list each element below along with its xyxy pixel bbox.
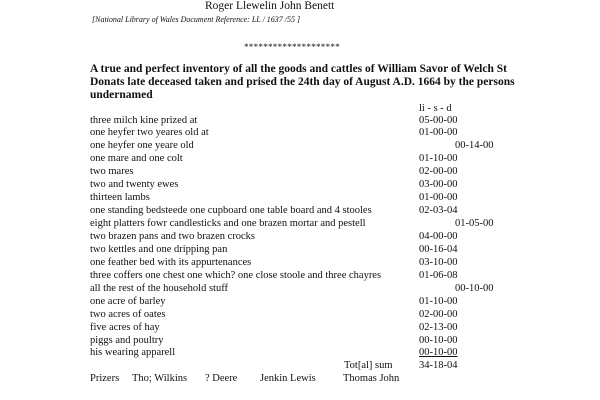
inventory-row [0, 140, 600, 152]
inventory-value: 01-00-00 [419, 192, 458, 203]
inventory-value: 02-13-00 [419, 322, 458, 333]
inventory-value: 04-00-00 [419, 231, 458, 242]
total-value: 34-18-04 [419, 360, 458, 371]
inventory-item: his wearing apparell [90, 347, 176, 358]
inventory-value: 01-10-00 [419, 296, 458, 307]
inventory-item: thirteen lambs [90, 192, 150, 203]
inventory-value: 01-06-08 [419, 270, 458, 281]
inventory-value: 01-05-00 [455, 218, 494, 229]
inventory-row [0, 231, 600, 243]
inventory-value: 02-03-04 [419, 205, 458, 216]
inventory-item: two mares [90, 166, 134, 177]
total-label: Tot[al] sum [344, 360, 393, 371]
inventory-item: three coffers one chest one which? one close stoole and three chayres [90, 270, 382, 281]
inventory-row [0, 179, 600, 191]
prizer-name: Jenkin Lewis [260, 373, 316, 384]
inventory-row [0, 205, 600, 217]
inventory-item: all the rest of the household stuff [90, 283, 229, 294]
separator-line: ******************** [244, 42, 340, 52]
inventory-item: two acres of oates [90, 309, 166, 320]
inventory-row [0, 244, 600, 256]
inventory-item: one standing bedsteede one cupboard one table board and 4 stooles [90, 205, 372, 216]
inventory-value: 03-00-00 [419, 179, 458, 190]
prizer-name: Thomas John [343, 373, 400, 384]
inventory-item: one feather bed with its appurtenances [90, 257, 252, 268]
author-name: Roger Llewelin John Benett [205, 0, 335, 12]
inventory-value: 01-10-00 [419, 153, 458, 164]
inventory-item: one acre of barley [90, 296, 166, 307]
inventory-value: 00-10-00 [419, 347, 458, 358]
inventory-value: 02-00-00 [419, 309, 458, 320]
currency-column-header: li - s - d [419, 103, 452, 114]
inventory-item: two brazen pans and two brazen crocks [90, 231, 256, 242]
inventory-value: 05-00-00 [419, 115, 458, 126]
inventory-row [0, 296, 600, 308]
inventory-row [0, 192, 600, 204]
inventory-item: one heyfer two yeares old at [90, 127, 209, 138]
inventory-heading: A true and perfect inventory of all the goods and cattles of William Savor of Welch St Donats late deceased taken and prised the 24th day of August A.D. 1664 by the persons undernamed [90, 63, 515, 101]
document-reference: [National Library of Wales Document Reference: LL / 1637 /55 ] [92, 15, 301, 24]
inventory-item: three milch kine prized at [90, 115, 198, 126]
inventory-value: 00-10-00 [419, 335, 458, 346]
inventory-row [0, 153, 600, 165]
inventory-item: one mare and one colt [90, 153, 183, 164]
inventory-row [0, 283, 600, 295]
inventory-row [0, 115, 600, 127]
inventory-value: 00-14-00 [455, 140, 494, 151]
inventory-row [0, 309, 600, 321]
inventory-row [0, 127, 600, 139]
inventory-item: two and twenty ewes [90, 179, 179, 190]
inventory-item: piggs and poultry [90, 335, 164, 346]
inventory-item: one heyfer one yeare old [90, 140, 194, 151]
inventory-item: two kettles and one dripping pan [90, 244, 228, 255]
inventory-value: 01-00-00 [419, 127, 458, 138]
inventory-item: five acres of hay [90, 322, 160, 333]
inventory-row [0, 347, 600, 359]
inventory-value: 00-16-04 [419, 244, 458, 255]
inventory-value: 02-00-00 [419, 166, 458, 177]
inventory-row [0, 257, 600, 269]
prizer-name: Tho; Wilkins [132, 373, 188, 384]
inventory-row [0, 322, 600, 334]
inventory-row [0, 218, 600, 230]
inventory-row [0, 270, 600, 282]
inventory-value: 03-10-00 [419, 257, 458, 268]
inventory-item: eight platters fowr candlesticks and one brazen mortar and pestell [90, 218, 366, 229]
prizer-name: ? Deere [205, 373, 238, 384]
inventory-value: 00-10-00 [455, 283, 494, 294]
inventory-row [0, 335, 600, 347]
inventory-row [0, 166, 600, 178]
prizers-label: Prizers [90, 373, 120, 384]
